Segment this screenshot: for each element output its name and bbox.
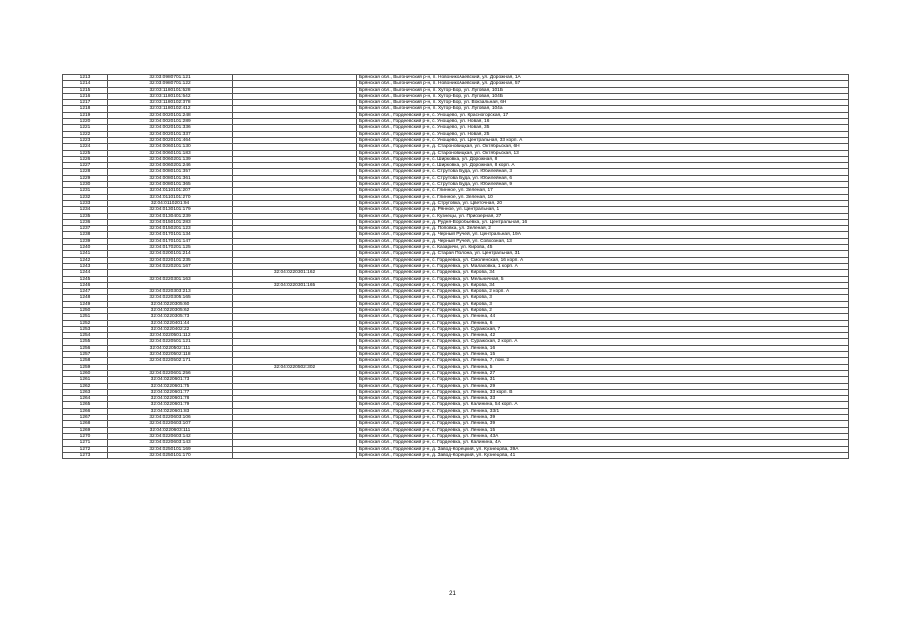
row-number-cell: 1264: [63, 396, 108, 402]
address-cell: Брянская обл., Гордеевский р-н, с. Гордеевка, ул. Малаховка, 1 корп. А: [357, 263, 849, 269]
cadastral-number-cell: 32:04:0220601:83: [108, 408, 233, 414]
row-number-cell: 1221: [63, 125, 108, 131]
row-number-cell: 1272: [63, 446, 108, 452]
page-number: 21: [449, 591, 456, 597]
row-number-cell: 1267: [63, 415, 108, 421]
address-cell: Брянская обл., Гордеевский р-н, с. Гордеевка, ул. Ленина, 43А: [357, 433, 849, 439]
row-number-cell: 1232: [63, 194, 108, 200]
address-cell: Брянская обл., Гордеевский р-н, с. Струтова Буда, ул. Юбилейная, 6: [357, 175, 849, 181]
row-number-cell: 1233: [63, 200, 108, 206]
row-number-cell: 1222: [63, 131, 108, 137]
cadastral-number-cell: 32:04:0220502:171: [108, 358, 233, 364]
address-cell: Брянская обл., Гордеевский р-н, с. Гордеевка, ул. Кирова, 2: [357, 307, 849, 313]
address-cell: Брянская обл., Гордеевский р-н, д. Поповка, ул. Зеленая, 2: [357, 226, 849, 232]
row-number-cell: 1273: [63, 452, 108, 458]
cadastral-number-cell: 32:04:0220305:62: [108, 307, 233, 313]
cadastral-number-cell: 32:03:0980701:122: [108, 81, 233, 87]
cadastral-number-cell: 32:04:0220601:256: [108, 370, 233, 376]
address-cell: Брянская обл., Гордеевский р-н, с. Унощево, ул. Красногорская, 17: [357, 112, 849, 118]
cadastral-number-cell: 32:04:0220601:77: [108, 389, 233, 395]
address-cell: Брянская обл., Гордеевский р-н, с. Гордеевка, ул. Ленина, 7, пом. 2: [357, 358, 849, 364]
cadastral-number-cell: 32:04:0080101:361: [108, 175, 233, 181]
cadastral-number-cell: 32:04:0220603:143: [108, 440, 233, 446]
row-number-cell: 1257: [63, 352, 108, 358]
row-number-cell: 1244: [63, 270, 108, 276]
row-number-cell: 1268: [63, 421, 108, 427]
row-number-cell: 1218: [63, 106, 108, 112]
cadastral-number-cell: 32:04:0220101:235: [108, 257, 233, 263]
row-number-cell: 1269: [63, 427, 108, 433]
cadastral-number-cell: 32:04:0220305:60: [108, 301, 233, 307]
row-number-cell: 1214: [63, 81, 108, 87]
row-number-cell: 1253: [63, 326, 108, 332]
cadastral-number-cell: 32:04:0150101:283: [108, 219, 233, 225]
cadastral-number-cell: 32:04:0250101:170: [108, 452, 233, 458]
address-cell: Брянская обл., Гордеевский р-н, с. Гордеевка, ул. Суражская, 7: [357, 326, 849, 332]
address-cell: Брянская обл., Выгоничский р-н, п. Новоникολаевский, ул. Дорожная, 1А: [357, 75, 849, 81]
row-number-cell: 1245: [63, 276, 108, 282]
cadastral-number-cell: 32:04:0020101:248: [108, 112, 233, 118]
address-cell: Брянская обл., Выгоничский р-н, п. Хутор-Бор, ул. Луговая, 104Б: [357, 93, 849, 99]
cadastral-number-cell: 32:04:0220301:163: [108, 276, 233, 282]
cadastral-number-cell: 32:04:0020101:289: [108, 119, 233, 125]
cadastral-number-cell: 32:04:0220601:73: [108, 377, 233, 383]
row-number-cell: 1260: [63, 370, 108, 376]
row-number-cell: 1255: [63, 339, 108, 345]
cadastral-number-cell: 32:04:0170201:125: [108, 245, 233, 251]
cadastral-number-cell: 32:03:1180101:542: [108, 93, 233, 99]
row-number-cell: 1265: [63, 402, 108, 408]
row-number-cell: 1256: [63, 345, 108, 351]
address-cell: Брянская обл., Гордеевский р-н, д. Завод-Корецкий, ул. Кузнецова, 39А: [357, 446, 849, 452]
row-number-cell: 1266: [63, 408, 108, 414]
address-cell: Брянская обл., Гордеевский р-н, д. Черный Ручей, ул. Центральная, 19А: [357, 232, 849, 238]
cadastral-number-cell: 32:04:0220305:73: [108, 314, 233, 320]
row-number-cell: 1242: [63, 257, 108, 263]
cadastral-number-cell: 32:04:0060201:246: [108, 163, 233, 169]
cadastral-table: [62, 74, 849, 459]
row-number-cell: 1270: [63, 433, 108, 439]
address-cell: Брянская обл., Гордеевский р-н, с. Гордеевка, ул. Мельничная, 5: [357, 276, 849, 282]
row-number-cell: 1217: [63, 100, 108, 106]
row-number-cell: 1239: [63, 238, 108, 244]
building-number-cell: 32:04:0220502:302: [233, 364, 357, 370]
address-cell: Брянская обл., Гордеевский р-н, с. Гордеевка, ул. Кирова, 3: [357, 295, 849, 301]
address-cell: Брянская обл., Гордеевский р-н, с. Унощево, ул. Новая, 25: [357, 131, 849, 137]
cadastral-number-cell: 32:04:0060201:139: [108, 156, 233, 162]
cadastral-number-cell: 32:04:0220501:121: [108, 339, 233, 345]
row-number-cell: 1262: [63, 383, 108, 389]
row-number-cell: 1243: [63, 263, 108, 269]
cadastral-number-cell: 32:04:0110101:207: [108, 188, 233, 194]
row-number-cell: 1224: [63, 144, 108, 150]
cadastral-number-cell: 32:04:0220401:44: [108, 320, 233, 326]
cadastral-number-cell: 32:04:0220502:111: [108, 345, 233, 351]
cadastral-number-cell: 32:04:0220603:106: [108, 415, 233, 421]
cadastral-number-cell: 32:04:0220201:167: [108, 263, 233, 269]
row-number-cell: 1263: [63, 389, 108, 395]
cadastral-number-cell: 32:04:0170101:134: [108, 232, 233, 238]
address-cell: Брянская обл., Гордеевский р-н, с. Гордеевка, ул. Ленина, 6: [357, 320, 849, 326]
row-number-cell: 1246: [63, 282, 108, 288]
building-number-cell: 32:04:0220301:162: [233, 270, 357, 276]
address-cell: Брянская обл., Гордеевский р-н, с. Гордеевка, ул. Кирова, 3: [357, 301, 849, 307]
cadastral-number-cell: 32:03:0980701:121: [108, 75, 233, 81]
cadastral-number-cell: 32:04:0060101:130: [108, 144, 233, 150]
cadastral-number-cell: 32:04:0220603:111: [108, 427, 233, 433]
row-number-cell: 1228: [63, 169, 108, 175]
row-number-cell: 1238: [63, 232, 108, 238]
address-cell: Брянская обл., Гордеевский р-н, с. Казаричи, ул. Кирова, 45: [357, 245, 849, 251]
cadastral-number-cell: 32:04:0060101:183: [108, 150, 233, 156]
address-cell: Брянская обл., Выгоничский р-н, п. Хутор-Бор, ул. Луговая, 104а: [357, 106, 849, 112]
row-number-cell: 1220: [63, 119, 108, 125]
table-row: [63, 452, 849, 458]
building-number-cell: 32:04:0220301:165: [233, 282, 357, 288]
cadastral-number-cell: 32:04:0080101:365: [108, 182, 233, 188]
row-number-cell: 1254: [63, 333, 108, 339]
address-cell: Брянская обл., Гордеевский р-н, с. Гордеевка, ул. Ленина, 33 корп. В: [357, 389, 849, 395]
address-cell: Брянская обл., Гордеевский р-н, с. Гордеевка, ул. Калинина, 4А: [357, 440, 849, 446]
row-number-cell: 1236: [63, 219, 108, 225]
address-cell: Брянская обл., Гордеевский р-н, д. Староновицкая, ул. Октябрьская, 6Н: [357, 144, 849, 150]
address-cell: Брянская обл., Гордеевский р-н, с. Гордеевка, ул. Ленина, 39: [357, 421, 849, 427]
cadastral-number-cell: 32:04:0220603:142: [108, 433, 233, 439]
address-cell: Брянская обл., Гордеевский р-н, с. Глинное, ул. Зеленая, 17: [357, 188, 849, 194]
row-number-cell: 1234: [63, 207, 108, 213]
cadastral-number-cell: 32:04:0170101:147: [108, 238, 233, 244]
row-number-cell: 1227: [63, 163, 108, 169]
address-cell: Брянская обл., Гордеевский р-н, д. Старая Полона, ул. Центральная, 31: [357, 251, 849, 257]
row-number-cell: 1247: [63, 289, 108, 295]
address-cell: Брянская обл., Гордеевский р-н, с. Гордеевка, ул. Калинина, 54 корп. А: [357, 402, 849, 408]
address-cell: Брянская обл., Гордеевский р-н, с. Гордеевка, ул. Ленина, 15: [357, 427, 849, 433]
row-number-cell: 1225: [63, 150, 108, 156]
address-cell: Брянская обл., Гордеевский р-н, с. Гордеевка, ул. Ленина, 44: [357, 314, 849, 320]
cadastral-number-cell: 32:04:0250101:169: [108, 446, 233, 452]
cadastral-number-cell: 32:04:0020101:336: [108, 125, 233, 131]
row-number-cell: 1229: [63, 175, 108, 181]
cadastral-number-cell: 32:04:0020101:464: [108, 137, 233, 143]
row-number-cell: 1219: [63, 112, 108, 118]
address-cell: Брянская обл., Гордеевский р-н, с. Кузнецы, ул. Приозерная, 27: [357, 213, 849, 219]
address-cell: Брянская обл., Гордеевский р-н, с. Гордеевка, ул. Ленина, 16: [357, 345, 849, 351]
row-number-cell: 1216: [63, 93, 108, 99]
row-number-cell: 1226: [63, 156, 108, 162]
cadastral-number-cell: 32:04:0110101:270: [108, 194, 233, 200]
address-cell: Брянская обл., Выгоничский р-н, п. Хутор-Бор, ул. Луговая, 101Б: [357, 87, 849, 93]
address-cell: Брянская обл., Гордеевский р-н, с. Гордеевка, ул. Ленина, 27: [357, 370, 849, 376]
address-cell: Брянская обл., Гордеевский р-н, с. Гордеевка, ул. Кирова, 2 корп. А: [357, 289, 849, 295]
row-number-cell: 1248: [63, 295, 108, 301]
address-cell: Брянская обл., Гордеевский р-н, д. Завод-Корецкий, ул. Кузнецова, 41: [357, 452, 849, 458]
address-cell: Брянская обл., Гордеевский р-н, с. Гордеевка, ул. Ленина, 5: [357, 364, 849, 370]
row-number-cell: 1252: [63, 320, 108, 326]
cadastral-number-cell: 32:04:0220305:165: [108, 295, 233, 301]
row-number-cell: 1249: [63, 301, 108, 307]
address-cell: Брянская обл., Гордеевский р-н, с. Гордеевка, ул. Кирова, 34: [357, 270, 849, 276]
row-number-cell: 1251: [63, 314, 108, 320]
address-cell: Брянская обл., Гордеевский р-н, с. Гордеевка, ул. Ленина, 39: [357, 415, 849, 421]
cadastral-number-cell: 32:04:0220603:107: [108, 421, 233, 427]
cadastral-number-cell: 32:04:0080101:357: [108, 169, 233, 175]
address-cell: Брянская обл., Гордеевский р-н, с. Гордеевка, ул. Ленина, 15: [357, 352, 849, 358]
address-cell: Брянская обл., Гордеевский р-н, с. Унощево, ул. Новая, 16: [357, 119, 849, 125]
row-number-cell: 1259: [63, 364, 108, 370]
cadastral-number-cell: 32:04:0200101:214: [108, 251, 233, 257]
address-cell: Брянская обл., Гордеевский р-н, с. Гордеевка, ул. Ленина, 33/1: [357, 408, 849, 414]
cadastral-number-cell: 32:04:0020101:337: [108, 131, 233, 137]
row-number-cell: 1237: [63, 226, 108, 232]
cadastral-number-cell: 32:04:0220402:22: [108, 326, 233, 332]
address-cell: Брянская обл., Гордеевский р-н, с. Глинное, ул. Зеленая, 10: [357, 194, 849, 200]
cadastral-number-cell: 32:04:0220303:213: [108, 289, 233, 295]
row-number-cell: 1213: [63, 75, 108, 81]
cadastral-number-cell: 32:04:0150201:123: [108, 226, 233, 232]
row-number-cell: 1271: [63, 440, 108, 446]
address-cell: Брянская обл., Гордеевский р-н, д. Рянное, ул. Центральная, 1: [357, 207, 849, 213]
cadastral-number-cell: 32:03:1180102:412: [108, 106, 233, 112]
cadastral-number-cell: 32:04:0130401:239: [108, 213, 233, 219]
address-cell: Брянская обл., Гордеевский р-н, с. Гордеевка, ул. Ленина, 29: [357, 383, 849, 389]
address-cell: Брянская обл., Гордеевский р-н, с. Гордеевка, ул. Смоленская, 16 корп. А: [357, 257, 849, 263]
address-cell: Брянская обл., Гордеевский р-н, с. Струтова Буда, ул. Юбилейная, 9: [357, 182, 849, 188]
address-cell: Брянская обл., Гордеевский р-н, с. Ширковка, ул. Дорожная, 8: [357, 156, 849, 162]
cadastral-number-cell: 32:04:0220501:112: [108, 333, 233, 339]
cadastral-number-cell: 32:04:0220601:75: [108, 383, 233, 389]
row-number-cell: 1230: [63, 182, 108, 188]
cadastral-number-cell: 32:03:1180102:378: [108, 100, 233, 106]
address-cell: Брянская обл., Гордеевский р-н, с. Гордеевка, ул. Ленина, 42: [357, 333, 849, 339]
row-number-cell: 1250: [63, 307, 108, 313]
address-cell: Брянская обл., Гордеевский р-н, с. Унощево, ул. Новая, 35: [357, 125, 849, 131]
cadastral-number-cell: 32:04:0220601:78: [108, 396, 233, 402]
row-number-cell: 1223: [63, 137, 108, 143]
row-number-cell: 1258: [63, 358, 108, 364]
address-cell: Брянская обл., Гордеевский р-н, д. Черный Ручей, ул. Совхозная, 13: [357, 238, 849, 244]
address-cell: Брянская обл., Гордеевский р-н, с. Ширковка, ул. Дорожная, 8 корп. А: [357, 163, 849, 169]
address-cell: Брянская обл., Гордеевский р-н, с. Струтова Буда, ул. Юбилейная, 3: [357, 169, 849, 175]
address-cell: Брянская обл., Гордеевский р-н, с. Гордеевка, ул. Суражская, 2 корп. А: [357, 339, 849, 345]
address-cell: Брянская обл., Гордеевский р-н, д. Струговка, ул. Цветочная, 20: [357, 200, 849, 206]
row-number-cell: 1235: [63, 213, 108, 219]
cadastral-number-cell: 32:04:0110201:94: [108, 200, 233, 206]
cadastral-number-cell: 32:04:0220601:79: [108, 402, 233, 408]
address-cell: Брянская обл., Гордеевский р-н, д. Староновицкая, ул. Октябрьская, 13: [357, 150, 849, 156]
row-number-cell: 1215: [63, 87, 108, 93]
address-cell: Брянская обл., Гордеевский р-н, с. Гордеевка, ул. Ленина, 31: [357, 377, 849, 383]
row-number-cell: 1240: [63, 245, 108, 251]
row-number-cell: 1241: [63, 251, 108, 257]
address-cell: Брянская обл., Выгоничский р-н, п. Новоникολаевский, ул. Дорожная, 57: [357, 81, 849, 87]
address-cell: Брянская обл., Выгоничский р-н, п. Хутор-Бор, ул. Вокзальная, 6Н: [357, 100, 849, 106]
cadastral-number-cell: 32:04:0220502:118: [108, 352, 233, 358]
cadastral-number-cell: 32:03:1180101:528: [108, 87, 233, 93]
address-cell: Брянская обл., Гордеевский р-н, д. Рудня-Воробьевка, ул. Центральная, 16: [357, 219, 849, 225]
building-number-cell: [233, 452, 357, 458]
address-cell: Брянская обл., Гордеевский р-н, с. Унощево, ул. Центральная, 33 корп. А: [357, 137, 849, 143]
row-number-cell: 1231: [63, 188, 108, 194]
cadastral-number-cell: 32:04:0130101:179: [108, 207, 233, 213]
address-cell: Брянская обл., Гордеевский р-н, с. Гордеевка, ул. Кирова, 34: [357, 282, 849, 288]
address-cell: Брянская обл., Гордеевский р-н, с. Гордеевка, ул. Ленина, 33: [357, 396, 849, 402]
row-number-cell: 1261: [63, 377, 108, 383]
table-body: [63, 75, 849, 459]
